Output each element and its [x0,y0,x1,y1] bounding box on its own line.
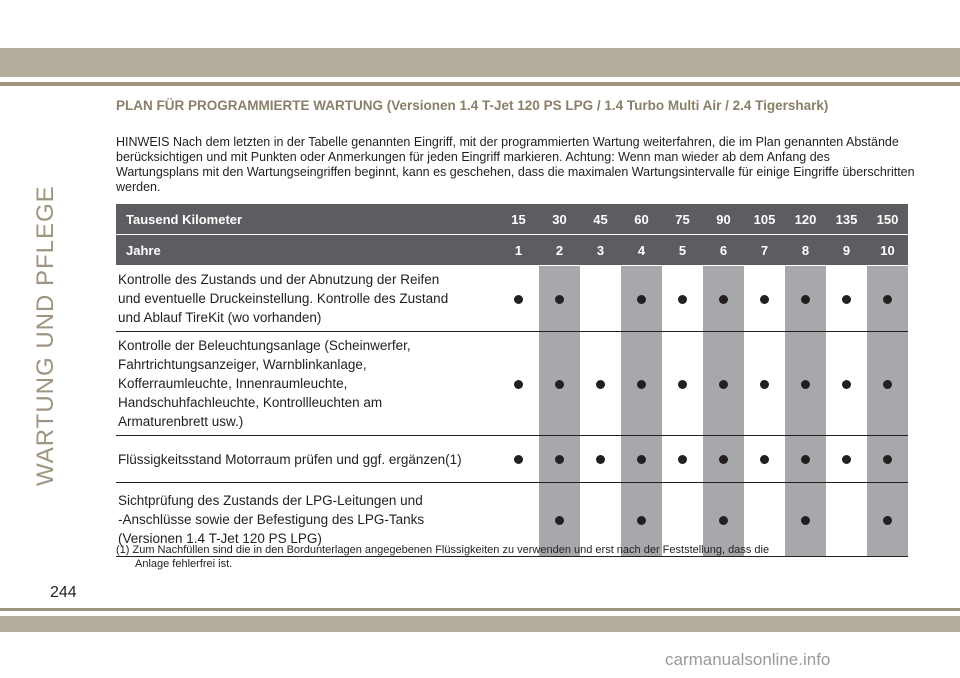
description-line: und eventuelle Druckeinstellung. Kontrolle des Zustand [118,291,449,306]
schedule-row-description [116,332,498,436]
schedule-cell [498,332,539,436]
check-dot-icon [883,455,892,464]
km-header-cell: 15 [498,204,539,235]
schedule-cell [867,332,908,436]
top-band [0,0,960,48]
schedule-cell [539,266,580,332]
footnote-line: Anlage fehlerfrei ist. [135,558,233,570]
footnote-line: (1) Zum Nachfüllen sind die in den Bordunterlagen angegebenen Flüssigkeiten zu verwenden und erst nach der Feststellung, dass die [116,544,770,556]
schedule-cell [785,332,826,436]
check-dot-icon [801,295,810,304]
km-header-cell: 120 [785,204,826,235]
footnote [116,543,906,571]
check-dot-icon [801,455,810,464]
check-dot-icon [555,455,564,464]
description-line: Fahrtrichtungsanzeiger, Warnblinkanlage, [118,357,367,372]
hinweis-paragraph: HINWEIS Nach dem letzten in der Tabelle genannten Eingriff, mit der programmierten Wartung weiterfahren, die im Plan genannten Abstände berücksichtigen und mit Punkten oder Anmerkungen für jeden Eingriff markieren. Achtung: Wenn man wieder ab dem Anfang des Wartungsplans mit den Wartungseingriffen beginnt, kann es geschehen, dass die maximalen Wartungsintervalle für einige Eingriffe überschritten werden. [116,135,915,194]
check-dot-icon [555,380,564,389]
schedule-row [116,332,908,436]
check-dot-icon [514,455,523,464]
km-header-row [116,204,908,235]
years-header-cell: 5 [662,235,703,266]
schedule-row-description [116,266,498,332]
years-header-cell: 1 [498,235,539,266]
schedule-row [116,436,908,483]
schedule-cell [621,332,662,436]
years-header-cell: 2 [539,235,580,266]
bottom-divider-line [0,608,960,611]
schedule-cell [703,436,744,483]
km-header-cell: 90 [703,204,744,235]
check-dot-icon [678,380,687,389]
check-dot-icon [883,380,892,389]
description-line: (Versionen 1.4 T-Jet 120 PS LPG) [118,531,322,546]
description-line: Kofferraumleuchte, Innenraumleuchte, [118,376,348,391]
schedule-cell [498,266,539,332]
check-dot-icon [842,295,851,304]
km-header-cell: 30 [539,204,580,235]
description-line: Flüssigkeitsstand Motorraum prüfen und ggf. ergänzen(1) [118,451,462,467]
check-dot-icon [842,380,851,389]
schedule-body [116,266,908,557]
schedule-cell [580,332,621,436]
bottom-decorative-bar [0,616,960,632]
description-line: Sichtprüfung des Zustands der LPG-Leitungen und [118,493,423,508]
schedule-row-description [116,436,498,483]
schedule-row [116,266,908,332]
maintenance-schedule-table [116,204,908,557]
description-line: Kontrolle der Beleuchtungsanlage (Scheinwerfer, [118,338,411,353]
schedule-cell [539,436,580,483]
schedule-cell [662,332,703,436]
description-line: Kontrolle des Zustands und der Abnutzung der Reifen [118,272,440,287]
check-dot-icon [596,455,605,464]
schedule-cell [662,436,703,483]
years-header-cell: 8 [785,235,826,266]
check-dot-icon [555,516,564,525]
schedule-cell [621,266,662,332]
check-dot-icon [883,516,892,525]
schedule-cell [744,332,785,436]
check-dot-icon [760,380,769,389]
check-dot-icon [637,455,646,464]
schedule-cell [703,332,744,436]
description-line: Armaturenbrett usw.) [118,414,244,429]
check-dot-icon [719,455,728,464]
check-dot-icon [637,380,646,389]
years-header-cell: 9 [826,235,867,266]
check-dot-icon [678,295,687,304]
years-header-cell: 6 [703,235,744,266]
km-header-cell: 75 [662,204,703,235]
schedule-cell [744,436,785,483]
years-header-cell: 10 [867,235,908,266]
description-line: und Ablauf TireKit (wo vorhanden) [118,310,322,325]
watermark-text: carmanualsonline.info [665,650,831,669]
check-dot-icon [719,380,728,389]
schedule-cell [744,266,785,332]
check-dot-icon [760,295,769,304]
description-line: Handschuhfachleuchte, Kontrollleuchten am [118,395,383,410]
schedule-cell [580,266,621,332]
check-dot-icon [801,380,810,389]
schedule-cell [498,436,539,483]
schedule-cell [539,332,580,436]
schedule-cell [867,436,908,483]
years-header-label: Jahre [116,235,498,266]
check-dot-icon [883,295,892,304]
schedule-cell [826,266,867,332]
years-header-cell: 4 [621,235,662,266]
km-header-cell: 150 [867,204,908,235]
check-dot-icon [555,295,564,304]
check-dot-icon [514,380,523,389]
years-header-cell: 7 [744,235,785,266]
check-dot-icon [760,455,769,464]
check-dot-icon [637,516,646,525]
km-header-cell: 45 [580,204,621,235]
km-header-cell: 105 [744,204,785,235]
km-header-label: Tausend Kilometer [116,204,498,235]
schedule-cell [580,436,621,483]
check-dot-icon [719,295,728,304]
schedule-cell [703,266,744,332]
top-decorative-bar [0,48,960,77]
check-dot-icon [801,516,810,525]
schedule-cell [867,266,908,332]
years-header-row [116,235,908,266]
check-dot-icon [596,380,605,389]
years-header-cell: 3 [580,235,621,266]
schedule-cell [662,266,703,332]
schedule-cell [785,266,826,332]
section-heading: PLAN FÜR PROGRAMMIERTE WARTUNG (Versionen 1.4 T-Jet 120 PS LPG / 1.4 Turbo Multi Air / 2.4 Tigershark) [116,98,829,113]
check-dot-icon [637,295,646,304]
description-line: -Anschlüsse sowie der Befestigung des LPG-Tanks [118,512,425,527]
page-number: 244 [50,584,77,601]
check-dot-icon [514,295,523,304]
schedule-cell [785,436,826,483]
schedule-cell [621,436,662,483]
check-dot-icon [842,455,851,464]
check-dot-icon [719,516,728,525]
schedule-cell [826,332,867,436]
side-section-title: WARTUNG UND PFLEGE [32,185,59,486]
km-header-cell: 60 [621,204,662,235]
check-dot-icon [678,455,687,464]
schedule-cell [826,436,867,483]
top-divider-line [0,82,960,86]
km-header-cell: 135 [826,204,867,235]
